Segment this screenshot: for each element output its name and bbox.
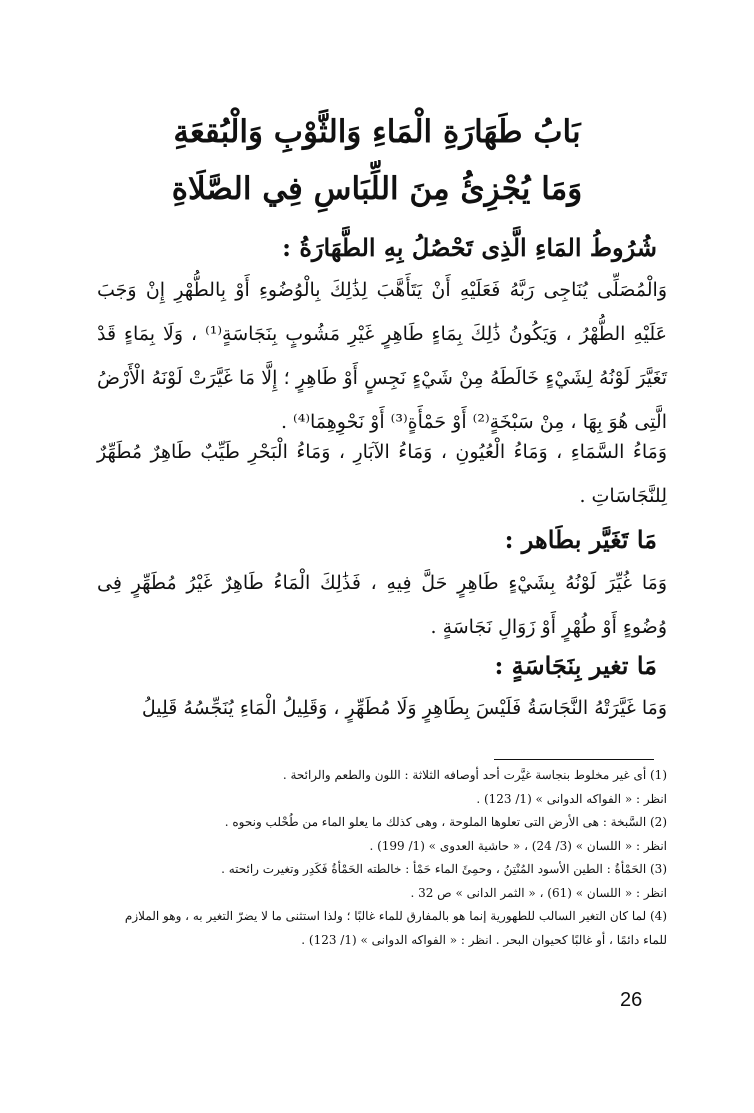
- paragraph-water-conditions: وَالْمُصَلِّى يُنَاجِى رَبَّهُ فَعَلَيْهِ أَنْ يَتَأَهَّبَ لِذَٰلِكَ بِالْوُضُوءِ أَوْ بِالطُّهْرِ إِنْ وَجَبَ عَلَيْهِ الطُّهْرُ ، وَيَكُونُ ذَٰلِكَ بِمَاءٍ طَاهِرٍ غَيْرِ مَشُوبٍ بِنَجَاسَةٍ⁽¹⁾ ، وَلَا بِمَاءٍ قَدْ تَغَيَّرَ لَوْنُهُ لِشَيْءٍ خَالَطَهُ مِنْ شَيْءٍ نَجِسٍ أَوْ طَاهِرٍ ؛ إِلَّا مَا غَيَّرَتْ لَوْنَهُ الْأَرْضُ الَّتِى هُوَ بِهَا ، مِنْ سَبْخَةٍ⁽²⁾ أَوْ حَمْأَةٍ⁽³⁾ أَوْ نَحْوِهِمَا⁽⁴⁾ .: [97, 279, 667, 433]
- section-heading-changed-by-pure: مَا تَغَيَّر بطَاهر :: [504, 525, 657, 554]
- page-number: 26: [620, 989, 643, 1011]
- footnote-line: (4) لما كان التغير السالب للطهورية إنما هو بالمفارق للماء غالبًا ؛ ولذا استثنى ما لا يضرّ التغير به ، وهو الملازم: [124, 909, 667, 923]
- paragraph-water-sources: وَمَاءُ السَّمَاءِ ، وَمَاءُ الْعُيُونِ ، وَمَاءُ الآبَارِ ، وَمَاءُ الْبَحْرِ طَيِّبٌ طَاهِرٌ مُطَهِّرٌ لِلنَّجَاسَاتِ .: [97, 441, 667, 507]
- paragraph-changed-by-impurity: وَمَا غَيَّرَتْهُ النَّجَاسَةُ فَلَيْسَ بِطَاهِرٍ وَلَا مُطَهِّرٍ ، وَقَلِيلُ الْمَاءِ يُنَجِّسُهُ قَلِيلُ: [141, 697, 667, 719]
- footnote-line: (2) السَّبخة : هى الأرض التى تعلوها الملوحة ، وهى كذلك ما يعلو الماء من طُحْلب ونحوه .: [224, 815, 667, 829]
- footnote-line: انظر : « اللسان » (3/ 24) ، « حاشية العدوى » (1/ 199) .: [369, 838, 667, 853]
- footnote-line: انظر : « الفواكه الدوانى » (1/ 123) .: [476, 791, 667, 806]
- footnote-line: للماء دائمًا ، أو غالبًا كحيوان البحر . انظر : « الفواكه الدوانى » (1/ 123) .: [301, 932, 667, 947]
- paragraph-changed-by-pure: وَمَا غُيِّرَ لَوْنُهُ بِشَيْءٍ طَاهِرٍ حَلَّ فِيهِ ، فَذَٰلِكَ الْمَاءُ طَاهِرٌ غَيْرُ مُطَهِّرٍ فِى وُضُوءٍ أَوْ طُهْرٍ أَوْ زَوَالِ نَجَاسَةٍ .: [97, 572, 667, 638]
- footnote-line: (3) الحَمْأةُ : الطين الأسود المُنْتِنُ ، وحمِئَ الماء حَمْأ : خالطته الحَمْأةُ فَكَدِر وتغيرت رائحته .: [221, 862, 667, 876]
- footnote-divider: [494, 759, 654, 760]
- footnote-line: (1) أى غير مخلوط بنجاسة غيَّرت أحد أوصافه الثلاثة : اللون والطعم والرائحة .: [282, 768, 667, 782]
- chapter-title-line-1: بَابُ طَهَارَةِ الْمَاءِ وَالثَّوْبِ وَالْبُقعَةِ: [173, 114, 581, 150]
- section-heading-changed-by-impurity: مَا تغير بِنَجَاسَةٍ :: [494, 651, 657, 680]
- chapter-title-line-2: وَمَا يُجْزِئُ مِنَ اللِّبَاسِ فِي الصَّلَاةِ: [171, 171, 583, 207]
- footnotes: [97, 764, 667, 952]
- footnote-line: انظر : « اللسان » (61) ، « الثمر الدانى » ص 32 .: [410, 885, 667, 900]
- section-heading-water-conditions: شُرُوطُ المَاءِ الَّذِى تَحْصُلُ بِهِ الطَّهَارَةُ :: [282, 233, 657, 262]
